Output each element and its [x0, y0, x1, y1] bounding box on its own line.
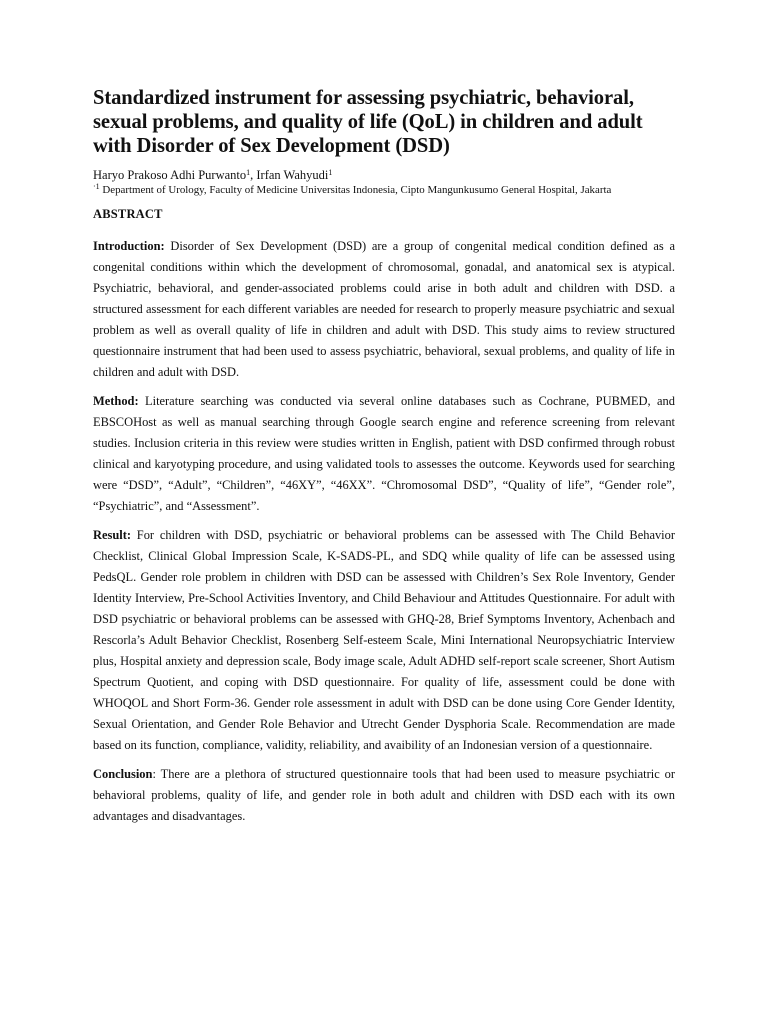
author-affiliation-marker: 1	[246, 168, 251, 177]
document-page	[93, 86, 675, 835]
affiliation-line	[93, 183, 675, 197]
introduction-label: Introduction:	[93, 239, 165, 253]
affiliation-marker: ·1	[93, 182, 100, 191]
paper-title: Standardized instrument for assessing psychiatric, behavioral, sexual problems, and quality of life (QoL) in children and adult with Disorder of Sex Development (DSD)	[93, 87, 643, 157]
abstract-heading: ABSTRACT	[93, 207, 163, 221]
introduction-paragraph	[93, 236, 675, 383]
result-text: For children with DSD, psychiatric or behavioral problems can be assessed with The Child Behavior Checklist, Clinical Global Impression Scale, K-SADS-PL, and SDQ while quality of life can be assessed using PedsQL. Gender role problem in children with DSD can be assessed with Children’s Sex Role Inventory, Gender Identity Interview, Pre-School Activities Inventory, and Child Behaviour and Attitudes Questionnaire. For adult with DSD psychiatric or behavioral problems can be assessed with GHQ-28, Brief Symptoms Inventory, Achenbach and Rescorla’s Adult Behavior Checklist, Rosenberg Self-esteem Scale, Mini International Neuropsychiatric Interview plus, Hospital anxiety and depression scale, Body image scale, Adult ADHD self-report scale screener, Short Autism Spectrum Quotient, and coping with DSD questionnaire. For quality of life, assessment could be done with WHOQOL and Short Form-36. Gender role assessment in adult with DSD can be done using Core Gender Identity, Sexual Orientation, and Gender Role Behavior and Utrecht Gender Dysphoria Scale. Recommendation are made based on its function, compliance, validity, reliability, and avaibility of an Indonesian version of a questionnaire.	[93, 528, 676, 752]
author-affiliation-marker: 1	[328, 168, 333, 177]
result-label: Result:	[93, 528, 131, 542]
conclusion-text: : There are a plethora of structured questionnaire tools that had been used to measure psychiatric or behavioral problems, quality of life, and gender role in both adult and children with DSD each with its own advantages and disadvantages.	[93, 767, 675, 823]
conclusion-label: Conclusion	[93, 767, 153, 781]
author-name: Irfan Wahyudi	[256, 168, 329, 182]
affiliation-text: Department of Urology, Faculty of Medicine Universitas Indonesia, Cipto Mangunkusumo General Hospital, Jakarta	[102, 184, 612, 196]
conclusion-paragraph	[93, 764, 675, 827]
author-name: Haryo Prakoso Adhi Purwanto	[93, 168, 247, 182]
introduction-text: Disorder of Sex Development (DSD) are a group of congenital medical condition defined as a congenital conditions within which the development of chromosomal, gonadal, and anatomical sex is atypical. Psychiatric, behavioral, and gender-associated problems could arise in both adult and children with DSD. a structured assessment for each different variables are needed for research to properly measure psychiatric and sexual problem as well as overall quality of life in children and adult with DSD. This study aims to review structured questionnaire instrument that had been used to assess psychiatric, behavioral, sexual problems, and quality of life in children and adult with DSD.	[93, 239, 675, 379]
method-text: Literature searching was conducted via several online databases such as Cochrane, PUBMED, and EBSCOHost as well as manual searching through Google search engine and reference screening from relevant studies. Inclusion criteria in this review were studies written in English, patient with DSD confirmed through robust clinical and karyotyping procedure, and using validated tools to assesses the outcome. Keywords used for searching were “DSD”, “Adult”, “Children”, “46XY”, “46XX”. “Chromosomal DSD”, “Quality of life”, “Gender role”, “Psychiatric”, and “Assessment”.	[93, 394, 675, 513]
result-paragraph	[93, 525, 675, 756]
author-line: Haryo Prakoso Adhi Purwanto$^1$, Irfan Wahyudi$^1$	[93, 168, 333, 182]
method-label: Method:	[93, 394, 139, 408]
method-paragraph	[93, 391, 675, 517]
